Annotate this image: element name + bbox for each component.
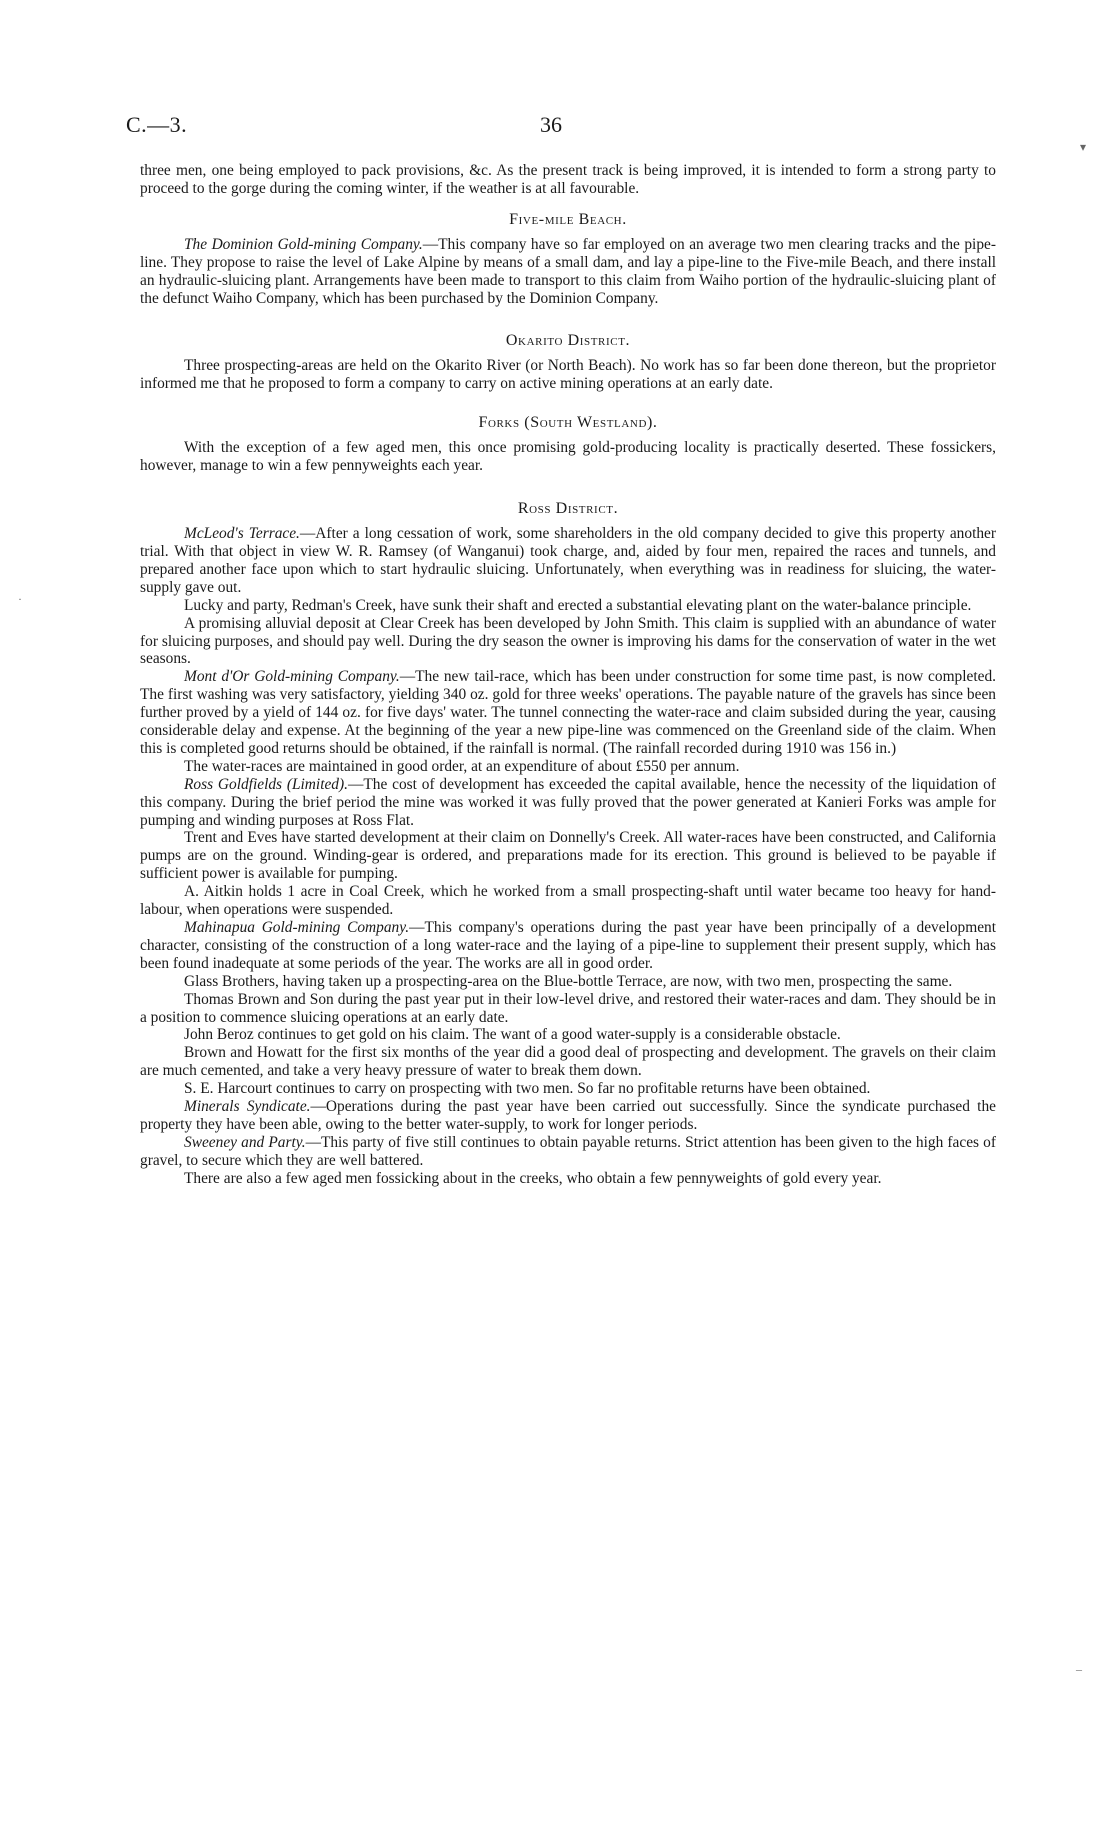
trent-paragraph: Trent and Eves have started development at their claim on Donnelly's Creek. All water-races have been constructed, and California pumps are on the ground. Winding-gear is ordered, and preparations made for its erection. This ground is believed to be payable if sufficient power is available for pumping. (140, 829, 996, 883)
aitkin-paragraph: A. Aitkin holds 1 acre in Coal Creek, which he worked from a small prospecting-shaft until water became too heavy for hand-labour, when operations were suspended. (140, 883, 996, 919)
montdor-paragraph (140, 668, 996, 758)
heading-forks: Forks (South Westland). (478, 414, 658, 432)
rossgold-paragraph (140, 776, 996, 830)
scan-mark: ▾ (1080, 140, 1087, 154)
scan-mark: – (1076, 1662, 1082, 1676)
forks-paragraph: With the exception of a few aged men, this once promising gold-producing locality is practically deserted. These fossickers, however, manage to win a few pennyweights each year. (140, 439, 996, 475)
mahinapua-body: —This company's operations during the past year have been principally of a development character, consisting of the construction of a long water-race and the laying of a pipe-line to supplement their present supply, which has been found inadequate at some periods of the year. The works are all in good order. (140, 919, 996, 972)
minerals-body: —Operations during the past year have been carried out successfully. Since the syndicate purchased the property they have been able, owing to the better water-supply, to work for longer periods. (140, 1098, 996, 1133)
document-reference: C.—3. (126, 112, 188, 137)
rossgold-title: Ross Goldfields (Limited). (184, 775, 348, 793)
scan-mark: · (18, 592, 22, 606)
mcleod-paragraph (140, 525, 996, 597)
glass-paragraph: Glass Brothers, having taken up a prospecting-area on the Blue-bottle Terrace, are now, with two men, prospecting the same. (184, 972, 953, 990)
intro-paragraph: three men, one being employed to pack provisions, &c. As the present track is being improved, it is intended to form a strong party to proceed to the gorge during the coming winter, if the weather is at all favourable. (140, 162, 996, 197)
aged-paragraph: There are also a few aged men fossicking about in the creeks, who obtain a few pennyweights of gold every year. (184, 1169, 882, 1187)
mcleod-body: —After a long cessation of work, some shareholders in the old company decided to give this property another trial. With that object in view W. R. Ramsey (of Wanganui) took charge, and, aided by four men, repaired the races and tunnels, and prepared another face upon which to start hydraulic sluicing. Unfortunately, when everything was in readiness for sluicing, the water-supply gave out. (140, 525, 996, 596)
brown-paragraph: Brown and Howatt for the first six months of the year did a good deal of prospecting and development. The gravels on their claim are much cemented, and take a very heavy pressure of water to break them down. (140, 1044, 996, 1080)
heading-okarito-district: Okarito District. (505, 332, 631, 350)
okarito-paragraph: Three prospecting-areas are held on the Okarito River (or North Beach). No work has so far been done thereon, but the proprietor informed me that he proposed to form a company to carry on active mining operations at an early date. (140, 357, 996, 393)
dominion-title: The Dominion Gold-mining Company. (184, 235, 423, 253)
dominion-paragraph (140, 236, 996, 308)
mcleod-title: McLeod's Terrace. (184, 525, 300, 543)
heading-ross-district: Ross District. (517, 500, 619, 518)
mahinapua-title: Mahinapua Gold-mining Company. (184, 919, 410, 936)
montdor-body: —The new tail-race, which has been under construction for some time past, is now completed. The first washing was very satisfactory, yielding 340 oz. gold for three weeks' operations. The payable nature of the gravels has since been further proved by a yield of 144 oz. for five days' water. The tunnel connecting the water-race and claim subsided during the year, causing considerable delay and expense. At the beginning of the year a new pipe-line was commenced on the Greenland side of the claim. When this is completed good returns should be obtained, if the rainfall is normal. (The rainfall recorded during 1910 was 156 in.) (140, 668, 996, 757)
alluvial-paragraph: A promising alluvial deposit at Clear Creek has been developed by John Smith. This claim is supplied with an abundance of water for sluicing purposes, and should pay well. During the dry season the owner is improving his dams for the conservation of water in the wet seasons. (140, 614, 996, 668)
thomas-paragraph: Thomas Brown and Son during the past year put in their low-level drive, and restored their water-races and dam. They should be in a position to commence sluicing operations at an early date. (140, 990, 996, 1026)
page-body (140, 162, 996, 1188)
minerals-paragraph (140, 1098, 996, 1134)
waterraces-paragraph: The water-races are maintained in good order, at an expenditure of about £550 per annum. (184, 757, 740, 775)
beroz-paragraph: John Beroz continues to get gold on his claim. The want of a good water-supply is a considerable obstacle. (184, 1026, 841, 1044)
dominion-body: —This company have so far employed on an average two men clearing tracks and the pipe-line. They propose to raise the level of Lake Alpine by means of a small dam, and lay a pipe-line to the Five-mile Beach, and there install an hydraulic-sluicing plant. Arrangements have been made to transport to this claim from Waiho portion of the hydraulic-sluicing plant of the defunct Waiho Company, which has been purchased by the Dominion Company. (140, 235, 996, 307)
harcourt-paragraph: S. E. Harcourt continues to carry on prospecting with two men. So far no profitable returns have been obtained. (184, 1080, 871, 1098)
lucky-paragraph: Lucky and party, Redman's Creek, have sunk their shaft and erected a substantial elevating plant on the water-balance principle. (184, 596, 972, 614)
rossgold-body: —The cost of development has exceeded the capital available, hence the necessity of the liquidation of this company. During the brief period the mine was worked it was fully proved that the power generated at Kanieri Forks was ample for pumping and winding purposes at Ross Flat. (140, 775, 996, 829)
minerals-title: Minerals Syndicate. (184, 1098, 311, 1116)
page-number: 36 (540, 112, 562, 137)
sweeney-title: Sweeney and Party. (184, 1133, 306, 1151)
sweeney-paragraph (140, 1134, 996, 1170)
mahinapua-paragraph (140, 919, 996, 973)
sweeney-body: —This party of five still continues to obtain payable returns. Strict attention has been given to the high faces of gravel, to secure which they are well battered. (140, 1133, 996, 1169)
heading-five-mile-beach: Five-mile Beach. (509, 210, 627, 228)
montdor-title: Mont d'Or Gold-mining Company. (184, 668, 400, 686)
